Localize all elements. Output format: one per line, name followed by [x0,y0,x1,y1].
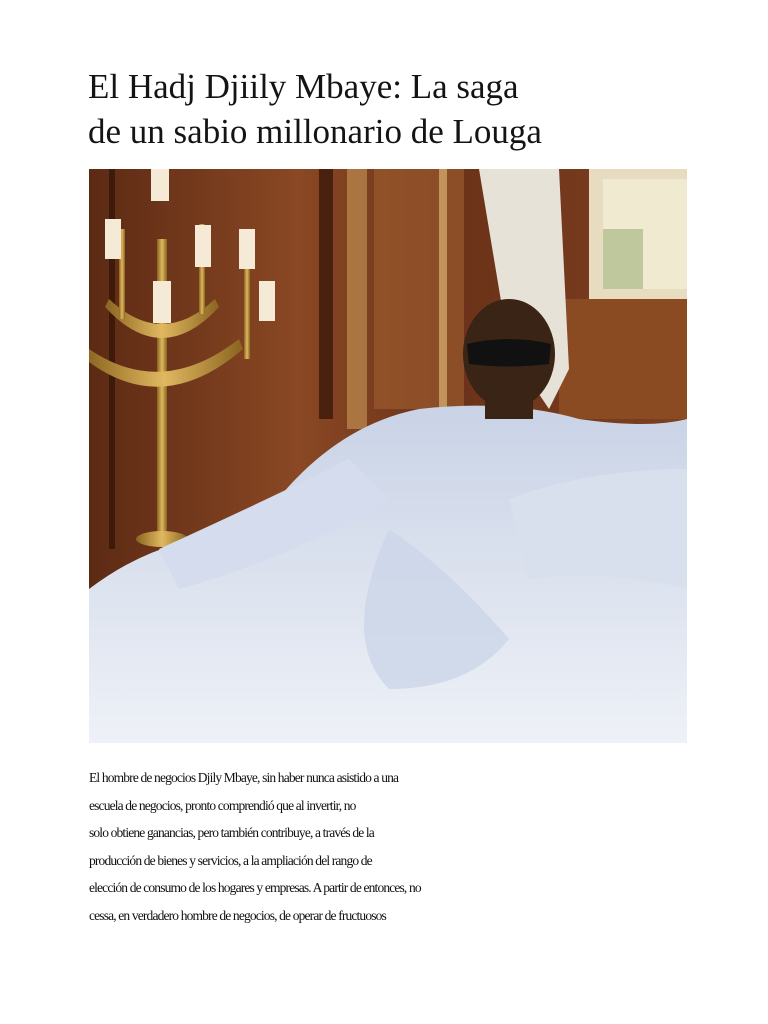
body-line: elección de consumo de los hogares y empresas. A partir de entonces, no [89,880,421,895]
portrait-photo [89,169,687,743]
article-body [89,764,689,929]
article-title [88,64,688,154]
title-line-1: El Hadj Djiily Mbaye: La saga [88,67,519,106]
body-line: escuela de negocios, pronto comprendió que al invertir, no [89,797,356,813]
title-line-2: de un sabio millonario de Louga [88,112,542,151]
body-line: producción de bienes y servicios, a la ampliación del rango de [89,852,372,868]
body-line: solo obtiene ganancias, pero también contribuye, a través de la [89,825,374,840]
body-line: cessa, en verdadero hombre de negocios, de operar de fructuosos [89,907,386,923]
body-line: El hombre de negocios Djily Mbaye, sin haber nunca asistido a una [89,770,399,785]
